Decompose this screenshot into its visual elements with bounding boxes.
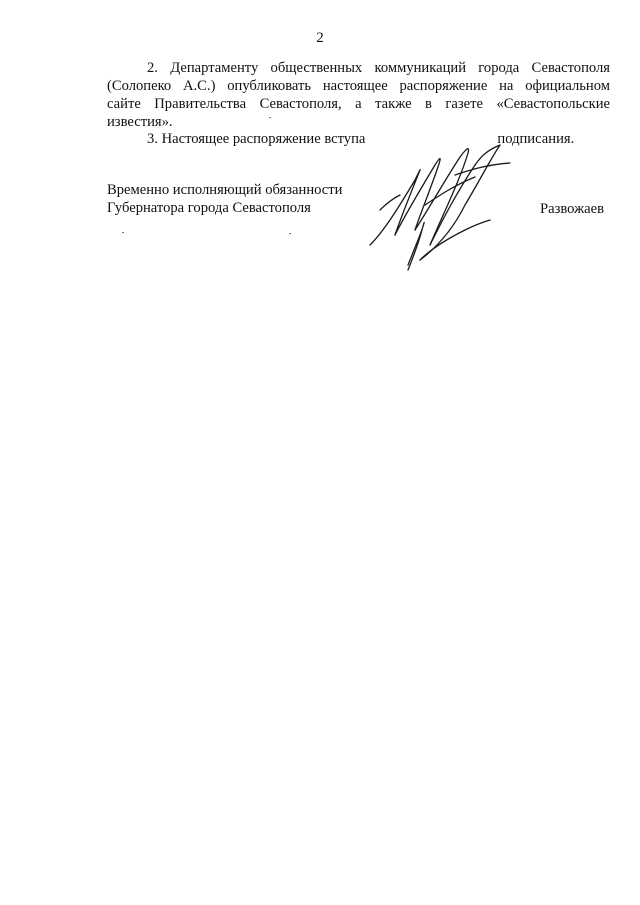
paragraph-2-line-4: известия». — [107, 114, 173, 130]
paragraph-3-end: подписания. — [497, 131, 575, 147]
signatory-title — [107, 181, 342, 217]
paragraph-2 — [107, 59, 610, 131]
paragraph-2-line-1: 2. Департаменту общественных коммуникаций города Севастополя — [147, 60, 610, 76]
scan-speck — [122, 232, 124, 233]
page-number: 2 — [316, 30, 324, 46]
signatory-name: Развожаев — [540, 201, 605, 217]
paragraph-3-start: 3. Настоящее распоряжение вступа — [147, 131, 366, 147]
scan-speck — [289, 233, 291, 234]
handwritten-signature — [360, 135, 520, 280]
scan-speck — [269, 117, 271, 118]
signatory-title-line-2: Губернатора города Севастополя — [107, 200, 311, 216]
paragraph-2-line-3: сайте Правительства Севастополя, а также в газете «Севастопольские — [107, 96, 610, 112]
paragraph-2-line-2: (Солопеко А.С.) опубликовать настоящее распоряжение на официальном — [107, 78, 610, 94]
signatory-title-line-1: Временно исполняющий обязанности — [107, 182, 343, 198]
